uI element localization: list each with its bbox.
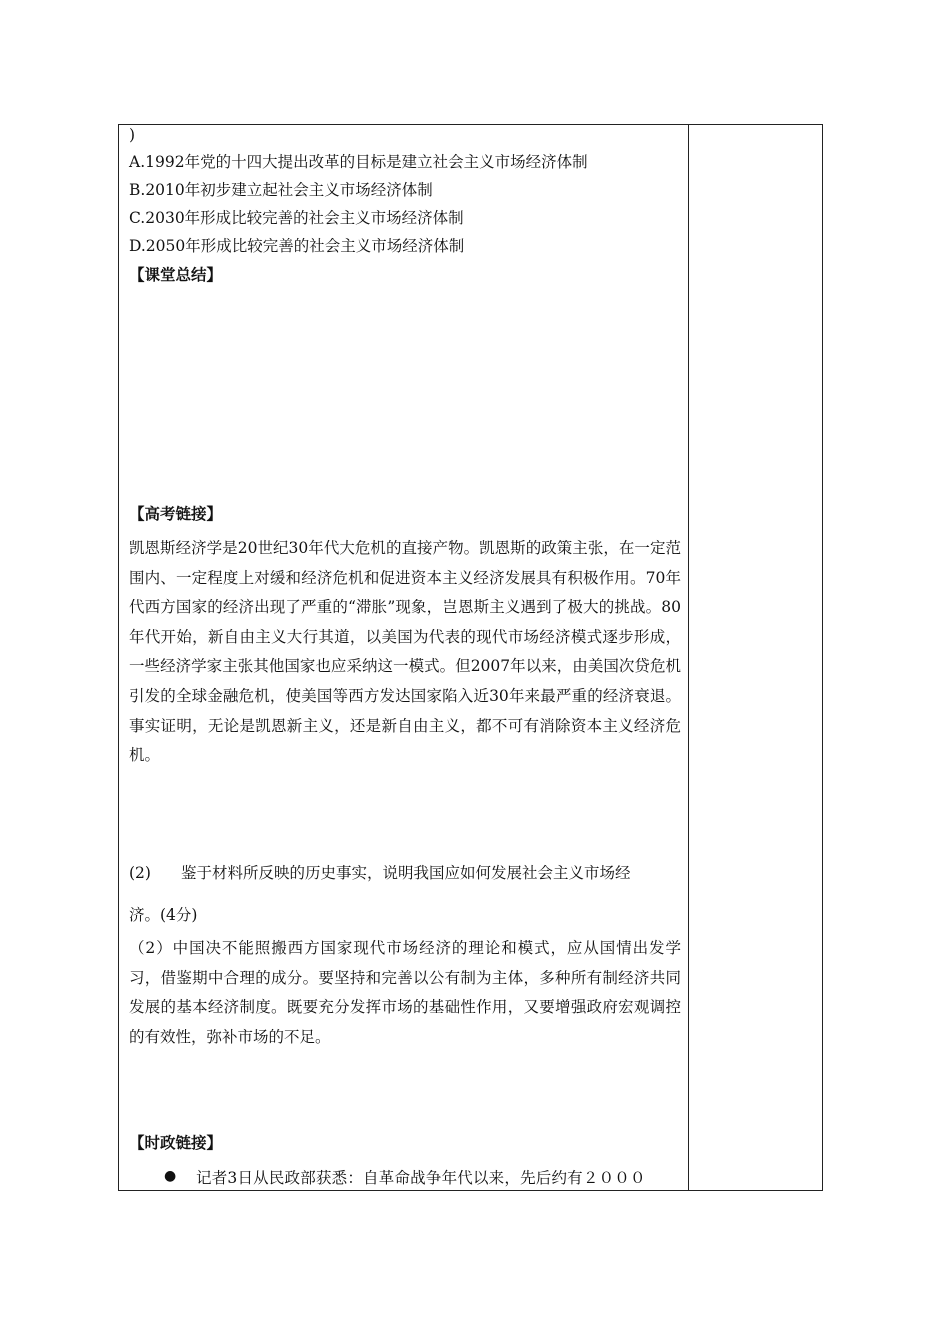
gaokao-material: 凯恩斯经济学是20世纪30年代大危机的直接产物。凯恩斯的政策主张，在一定范围内、一定程度上对缓和经济危机和促进资本主义经济发展具有积极作用。70年代西方国家的经济出现了严重的“滞胀”现象，岂恩斯主义遇到了极大的挑战。80年代开始，新自由主义大行其道，以美国为代表的现代市场经济模式逐步形成，一些经济学家主张其他国家也应采纳这一模式。但2007年以来，由美国次贷危机引发的全球金融危机，使美国等西方发达国家陷入近30年来最严重的经济衰退。事实证明，无论是凯恩新主义，还是新自由主义，都不可有消除资本主义经济危机。: [129, 539, 681, 765]
current-affairs-text: 记者3日从民政部获悉：自革命战争年代以来，先后约有２０００: [196, 1169, 646, 1187]
gaokao-heading: 【高考链接】: [129, 505, 223, 523]
main-column: [119, 125, 688, 1190]
column-divider: [688, 125, 689, 1190]
option-c: C.2030年形成比较完善的社会主义市场经济体制: [129, 209, 464, 227]
summary-heading: 【课堂总结】: [129, 266, 223, 284]
gaokao-answer: （2）中国决不能照搬西方国家现代市场经济的理论和模式，应从国情出发学习，借鉴期中合理的成分。要坚持和完善以公有制为主体，多种所有制经济共同发展的基本经济制度。既要充分发挥市场的基础性作用，又要增强政府宏观调控的有效性，弥补市场的不足。: [129, 939, 681, 1046]
question-paren: ): [129, 126, 136, 144]
question-number: (2): [129, 864, 151, 882]
option-b: B.2010年初步建立起社会主义市场经济体制: [129, 181, 433, 199]
question-text-line2: 济。(4分): [129, 906, 198, 924]
bullet-icon: ●: [164, 1168, 177, 1184]
question-text-line1: 鉴于材料所反映的历史事实，说明我国应如何发展社会主义市场经: [181, 864, 631, 882]
current-affairs-heading: 【时政链接】: [129, 1134, 223, 1152]
document-table: [118, 124, 823, 1191]
option-d: D.2050年形成比较完善的社会主义市场经济体制: [129, 237, 465, 255]
option-a: A.1992年党的十四大提出改革的目标是建立社会主义市场经济体制: [129, 153, 588, 171]
